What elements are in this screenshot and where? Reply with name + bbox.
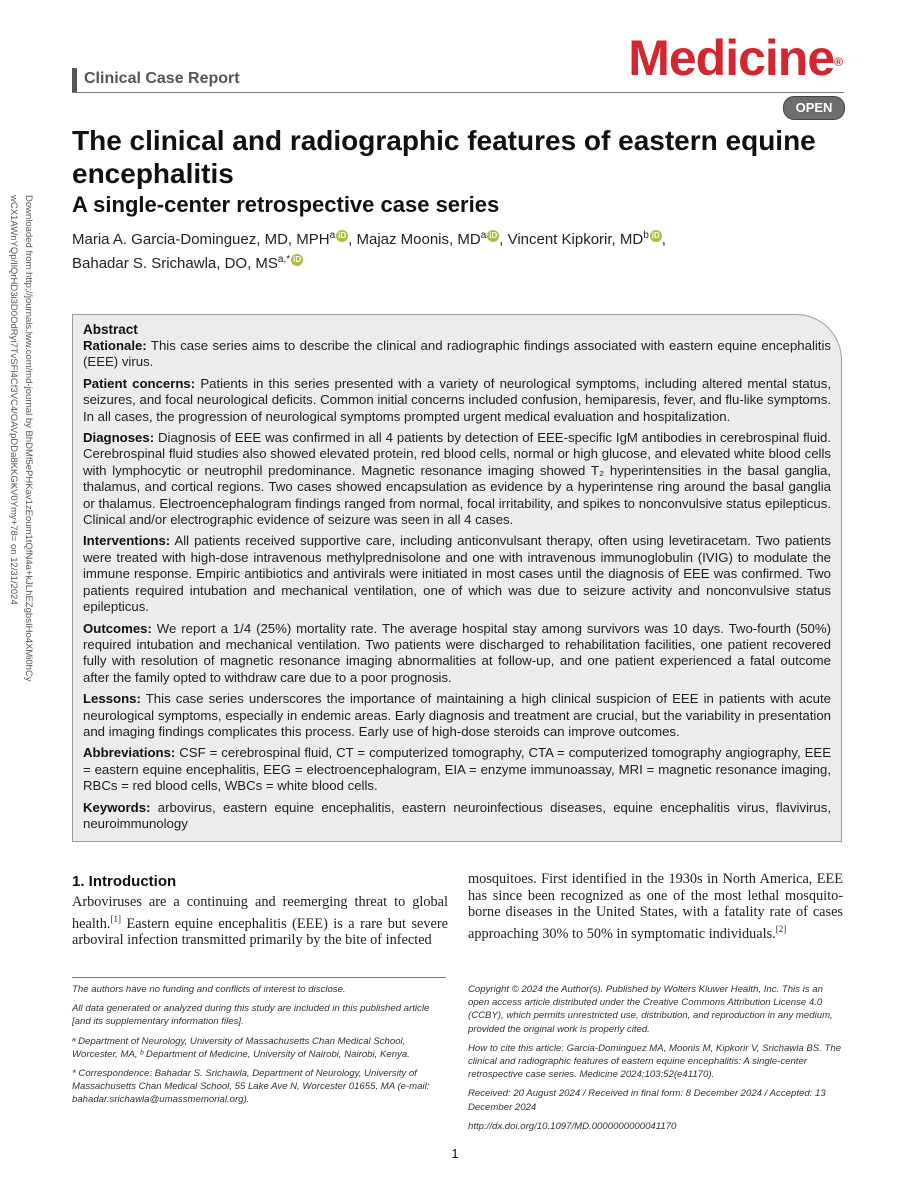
- author-affiliation: a,*: [277, 254, 291, 265]
- affiliations-note: ᵃ Department of Neurology, University of Massachusetts Chan Medical School, Worcester, MA, ᵇ Department of Medicine, University of Nairobi, Nairobi, Kenya.: [72, 1035, 410, 1060]
- abstract-keywords: Keywords: arbovirus, eastern equine encephalitis, eastern neuroinfectious diseases, equine encephalitis virus, flavivirus, neuroimmunology: [83, 799, 831, 831]
- author-name: Vincent Kipkorir, MD: [507, 231, 644, 248]
- abstract-patient-concerns: Patient concerns: Patients in this series presented with a variety of neurological symptoms, including altered mental status, seizures, and focal neurological deficits. Common initial concerns included confusion, hemiparesis, fever, and flu-like symptoms. In all cases, the progression of neurological symptoms prompted urgent medical evaluation and hospitalization.: [83, 375, 831, 424]
- abstract-interventions: Interventions: All patients received supportive care, including anticonvulsant therapy, often using levetiracetam. Two patients were treated with high-dose intravenous methylprednisolone and one with intravenous immunoglobulin (IVIG) to modulate the immune response. Empiric antibiotics and antivirals were initiated in most cases until the diagnosis of EEE was confirmed. Two patients required intubation and mechanical ventilation, one of which was due to seizure activity and nonconvulsive status epilepticus.: [83, 533, 832, 615]
- author-name: Maria A. Garcia-Dominguez, MD, MPH: [72, 231, 330, 248]
- citation-note: How to cite this article: Garcia-Dominguez MA, Moonis M, Kipkorir V, Srichawla BS. The clinical and radiographic features of eastern equine encephalitis: A single-center retrospective case series. Medicine 2024;103:52(e41170).: [468, 1042, 842, 1081]
- author-name: Bahadar S. Srichawla, DO, MS: [72, 255, 278, 272]
- abstract-outcomes: Outcomes: We report a 1/4 (25%) mortality rate. The average hospital stay among survivors was 10 days. Two-fourth (50%) required intubation and mechanical ventilation. Two patients were discharged to rehabilitation facilities, one patient recovered fully with resolution of magnetic resonance imaging abnormalities at follow-up, and one patient experienced a fatal outcome after the family opted to withdraw care due to a poor prognosis.: [83, 620, 831, 685]
- abstract-abbreviations: Abbreviations: CSF = cerebrospinal fluid, CT = computerized tomography, CTA = computerized tomography angiography, EEE = eastern equine encephalitis, EEG = electroencephalogram, EIA = enzyme immunoassay, MRI = magnetic resonance imaging, RBCs = red blood cells, WBCs = white blood cells.: [83, 745, 831, 794]
- footnotes-left: [72, 983, 448, 1113]
- author-name: Majaz Moonis, MD: [356, 231, 481, 248]
- author-affiliation: a: [480, 230, 487, 241]
- page-number: 1: [451, 1146, 459, 1161]
- author-affiliation: b: [643, 230, 649, 241]
- abstract-diagnoses: Diagnoses: Diagnosis of EEE was confirmed in all 4 patients by detection of EEE-specific IgM antibodies in cerebrospinal fluid. Cerebrospinal fluid studies also showed elevated protein, red blood cells, normal or high glucose, and elevated white blood cells with lymphocytic or neutrophil predominance. Magnetic resonance imaging showed T₂ hyperintensities in the basal ganglia, thalamus, and cortical regions. Two cases showed encapsulation as evidence by a hyperintense ring around the basal ganglia or thalamus. Electroencephalogram findings ranged from normal, focal irritability, and spikes to nonconvulsive status epilepticus. Clinical and/or electrographic evidence of seizure was seen in all 4 cases.: [83, 430, 832, 528]
- journal-logo: Medicine®: [628, 30, 842, 86]
- dates-note: Received: 20 August 2024 / Received in final form: 8 December 2024 / Accepted: 13 December 2024: [468, 1088, 826, 1113]
- download-note-line1: Downloaded from http://journals.lww.com/md-journal by BhDMf5ePHKav1zEoum1tQfN4a+kJLhEZgbsIHo4XMi0hCy: [23, 195, 34, 682]
- funding-note: The authors have no funding and conflicts of interest to disclose.: [72, 984, 346, 995]
- citation-1[interactable]: [1]: [110, 913, 122, 924]
- orcid-icon[interactable]: iD: [293, 255, 302, 264]
- abstract-rationale: Rationale: This case series aims to describe the clinical and radiographic findings associated with eastern equine encephalitis (EEE) virus.: [83, 338, 831, 370]
- abstract-box: [72, 314, 842, 842]
- author-list: Maria A. Garcia-Dominguez, MD, MPH$^a$ iD , Majaz Moonis, $MD^a$ iD , Vincent Kipkorir, $MD^b$ iD , Bahadar S. Srichawla, DO, $MS^{a,*}$ iD: [72, 230, 666, 272]
- copyright-note: Copyright © 2024 the Author(s). Published by Wolters Kluwer Health, Inc. This is an open access article distributed under the Creative Commons Attribution License 4.0 (CCBY), which permits unrestricted use, distribution, and reproduction in any medium, provided the original work is properly cited.: [468, 984, 833, 1035]
- correspondence-note: * Correspondence: Bahadar S. Srichawla, Department of Neurology, University of Massachusetts Chan Medical School, 55 Lake Ave N, Worcester 01655, MA (e-mail: bahadar.srichawla@umassmemorial.org).: [72, 1068, 430, 1106]
- doi-link[interactable]: http://dx.doi.org/10.1097/MD.0000000000041170: [468, 1120, 677, 1132]
- header-divider: [72, 92, 844, 93]
- abstract-heading: Abstract: [83, 322, 138, 337]
- open-access-badge: OPEN: [783, 96, 845, 120]
- footnotes-right: [468, 983, 844, 1139]
- orcid-icon[interactable]: iD: [651, 231, 660, 240]
- author-affiliation: a: [329, 230, 336, 241]
- download-note-line2: wCX1AWnYQp/IlQrHD3i3D0OdRyi7TvSFl4Cf3VC4/OAVpDDa8KKGKV0Ymy+78= on 12/31/2024: [8, 195, 19, 605]
- section-label: Clinical Case Report: [84, 70, 240, 87]
- introduction-left-column: Arboviruses are a continuing and reemerging threat to global health.[1] Eastern equine encephalitis (EEE) is a rare but severe arboviral infection transmitted primarily by the bite of infected: [72, 894, 448, 948]
- citation-2[interactable]: [2]: [775, 923, 787, 934]
- introduction-heading: 1. Introduction: [72, 873, 177, 890]
- abstract-lessons: Lessons: This case series underscores the importance of maintaining a high clinical suspicion of EEE in patients with acute neurological symptoms, especially in endemic areas. Early diagnosis and treatment are crucial, but the variability in presentation and imaging findings complicates this process. Early use of high-dose steroids can improve outcomes.: [83, 691, 831, 739]
- introduction-right-column: mosquitoes. First identified in the 1930s in North America, EEE has since been recognized as one of the most lethal mosquito-borne diseases in the United States, with a fatality rate of cases approaching 30% to 50% in symptomatic individuals.[2]: [468, 871, 843, 942]
- article-subtitle: A single-center retrospective case series: [72, 192, 500, 217]
- article-title: The clinical and radiographic features of eastern equine encephalitis: [72, 125, 816, 189]
- data-availability-note: All data generated or analyzed during this study are included in this published article [and its supplementary information files].: [72, 1003, 430, 1028]
- orcid-icon[interactable]: iD: [489, 231, 498, 240]
- orcid-icon[interactable]: iD: [338, 231, 347, 240]
- registered-mark: ®: [834, 55, 842, 69]
- download-note: [6, 195, 52, 715]
- footnote-divider: [72, 977, 446, 978]
